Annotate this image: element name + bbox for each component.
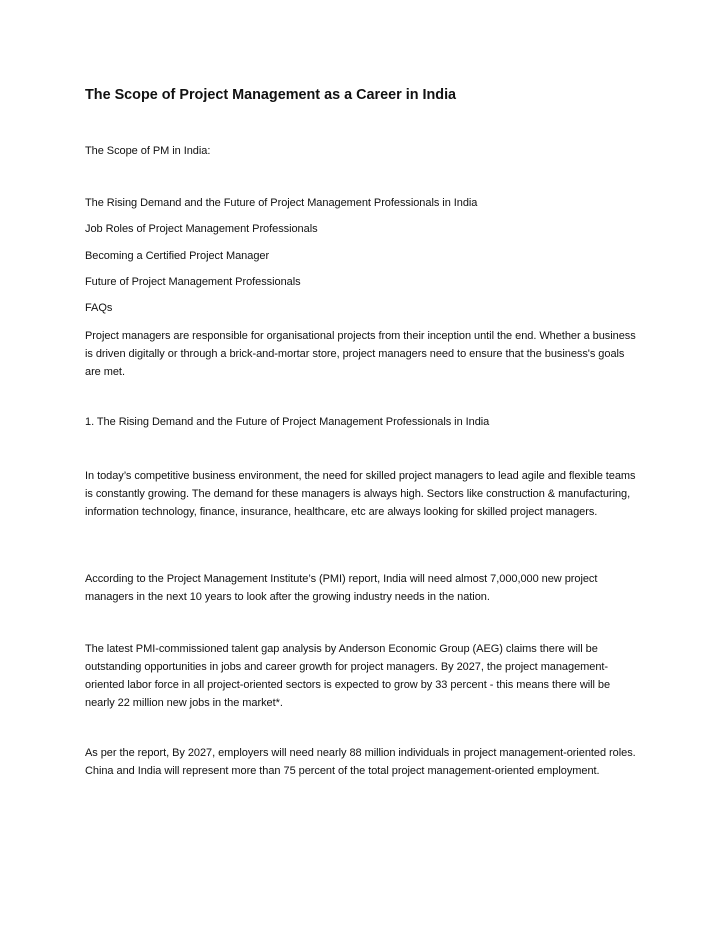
intro-paragraph: Project managers are responsible for organisational projects from their inception until the end. Whether a business is driven digitally or through a brick-and-mortar store, project managers need to ensure that the business's goals are met. [85, 330, 636, 378]
section-heading: 1. The Rising Demand and the Future of Project Management Professionals in India [85, 416, 490, 428]
subtitle: The Scope of PM in India: [85, 145, 211, 157]
paragraph-talent-gap: The latest PMI-commissioned talent gap analysis by Anderson Economic Group (AEG) claims there will be outstanding opportunities in jobs and career growth for project managers. By 2027, the project management-oriented labor force in all project-oriented sectors is expected to grow by 33 percent - this means there will be nearly 22 million new jobs in the market*. [85, 643, 611, 709]
document-title: The Scope of Project Management as a Career in India [85, 87, 457, 103]
paragraph-demand: In today’s competitive business environment, the need for skilled project managers to lead agile and flexible teams is constantly growing. The demand for these managers is always high. Sectors like construction & manufacturing, information technology, finance, insurance, healthcare, etc are always looking for skilled project managers. [85, 470, 636, 518]
paragraph-pmi-report: According to the Project Management Institute’s (PMI) report, India will need almost 7,000,000 new project managers in the next 10 years to look after the growing industry needs in the nation. [85, 573, 598, 603]
toc-item-faqs: FAQs [85, 302, 113, 314]
paragraph-2027-outlook: As per the report, By 2027, employers will need nearly 88 million individuals in project management-oriented roles. China and India will represent more than 75 percent of the total project management-oriented employment. [85, 747, 636, 777]
toc-item-job-roles: Job Roles of Project Management Professionals [85, 223, 318, 235]
toc-item-certified-pm: Becoming a Certified Project Manager [85, 250, 270, 262]
toc-item-future: Future of Project Management Professionals [85, 276, 301, 288]
toc-item-rising-demand: The Rising Demand and the Future of Project Management Professionals in India [85, 197, 478, 209]
